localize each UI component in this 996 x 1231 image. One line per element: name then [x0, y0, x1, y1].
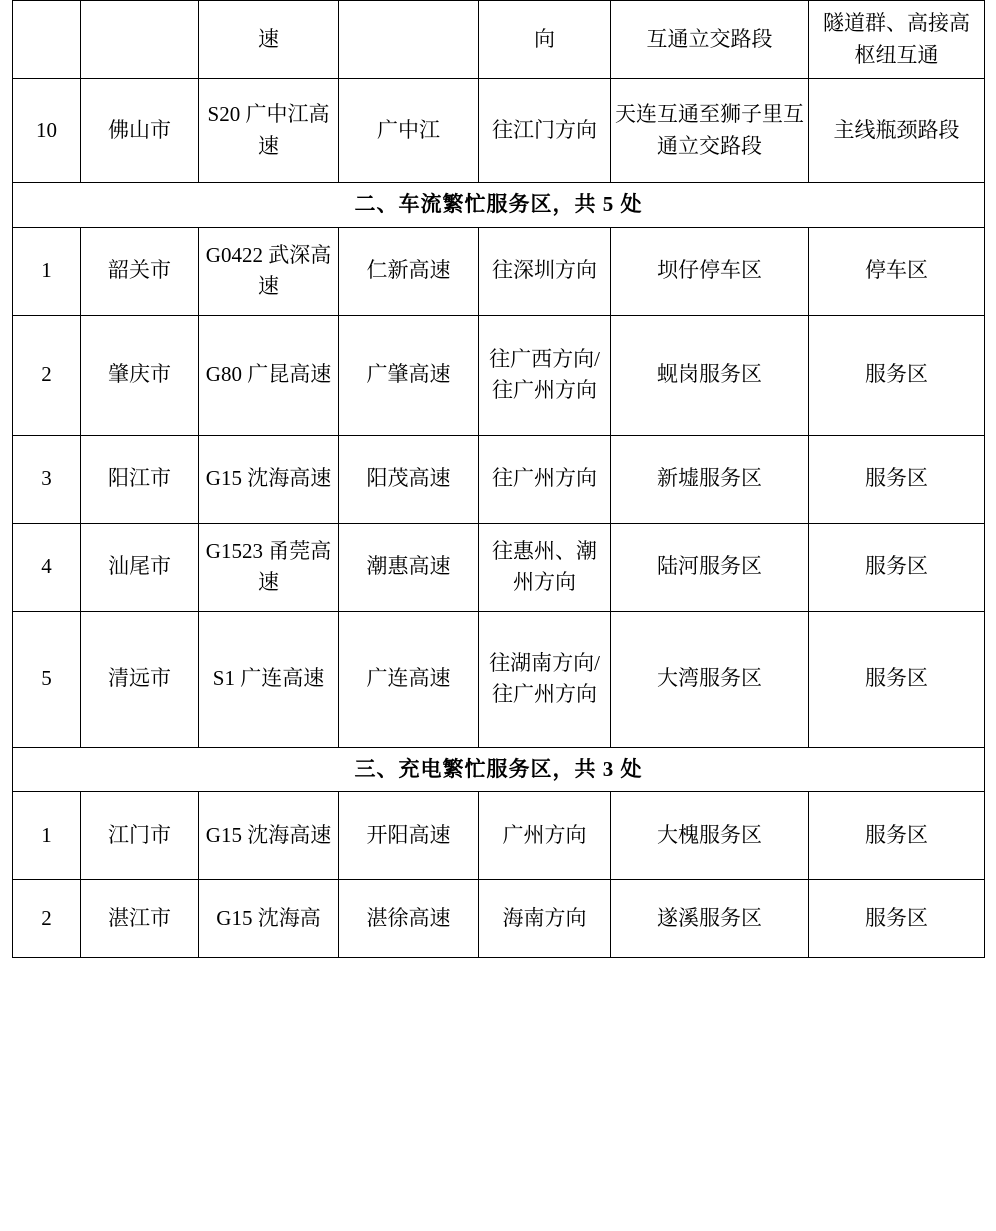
cell-no: 5: [13, 611, 81, 747]
cell-road: G1523 甬莞高速: [199, 523, 339, 611]
table-row: [13, 611, 985, 747]
table-row: [13, 792, 985, 880]
cell-road: G15 沈海高: [199, 880, 339, 958]
cell-direction: 往广西方向/往广州方向: [479, 315, 611, 435]
cell-city: [81, 1, 199, 79]
cell-direction: 往深圳方向: [479, 227, 611, 315]
cell-segment: [339, 1, 479, 79]
cell-place: 新墟服务区: [611, 435, 809, 523]
cell-road: G15 沈海高速: [199, 435, 339, 523]
cell-type: 服务区: [809, 611, 985, 747]
cell-city: 肇庆市: [81, 315, 199, 435]
cell-city: 江门市: [81, 792, 199, 880]
cell-place: 遂溪服务区: [611, 880, 809, 958]
cell-segment: 潮惠高速: [339, 523, 479, 611]
highway-congestion-table: [12, 0, 985, 958]
table-row: [13, 227, 985, 315]
cell-place: 大湾服务区: [611, 611, 809, 747]
cell-city: 湛江市: [81, 880, 199, 958]
cell-place: 蚬岗服务区: [611, 315, 809, 435]
cell-type: 服务区: [809, 315, 985, 435]
cell-place: 天连互通至狮子里互通立交路段: [611, 79, 809, 183]
cell-direction: 海南方向: [479, 880, 611, 958]
cell-road: G0422 武深高速: [199, 227, 339, 315]
cell-direction: 往江门方向: [479, 79, 611, 183]
cell-city: 韶关市: [81, 227, 199, 315]
cell-direction: 往湖南方向/往广州方向: [479, 611, 611, 747]
cell-no: 2: [13, 315, 81, 435]
cell-city: 佛山市: [81, 79, 199, 183]
cell-no: 2: [13, 880, 81, 958]
cell-road: S20 广中江高速: [199, 79, 339, 183]
section-title-busy-service-areas: 二、车流繁忙服务区，共 5 处: [13, 183, 985, 228]
table-row: [13, 435, 985, 523]
cell-no: 3: [13, 435, 81, 523]
cell-no: 1: [13, 227, 81, 315]
cell-type: 服务区: [809, 792, 985, 880]
cell-city: 阳江市: [81, 435, 199, 523]
cell-type: 停车区: [809, 227, 985, 315]
table-row: [13, 523, 985, 611]
cell-type: 服务区: [809, 435, 985, 523]
cell-road: S1 广连高速: [199, 611, 339, 747]
section-title-busy-charging-areas: 三、充电繁忙服务区，共 3 处: [13, 747, 985, 792]
cell-no: [13, 1, 81, 79]
cell-type: 服务区: [809, 880, 985, 958]
cell-segment: 广肇高速: [339, 315, 479, 435]
cell-segment: 仁新高速: [339, 227, 479, 315]
cell-road: G80 广昆高速: [199, 315, 339, 435]
cell-direction: 往广州方向: [479, 435, 611, 523]
cell-type: 服务区: [809, 523, 985, 611]
cell-segment: 湛徐高速: [339, 880, 479, 958]
cell-road: 速: [199, 1, 339, 79]
cell-city: 汕尾市: [81, 523, 199, 611]
cell-segment: 广连高速: [339, 611, 479, 747]
cell-segment: 广中江: [339, 79, 479, 183]
cell-type: 主线瓶颈路段: [809, 79, 985, 183]
cell-direction: 往惠州、潮州方向: [479, 523, 611, 611]
cell-place: 大槐服务区: [611, 792, 809, 880]
cell-no: 4: [13, 523, 81, 611]
table-row: [13, 880, 985, 958]
cell-no: 10: [13, 79, 81, 183]
cell-segment: 阳茂高速: [339, 435, 479, 523]
section-header-row: [13, 747, 985, 792]
section-header-row: [13, 183, 985, 228]
cell-road: G15 沈海高速: [199, 792, 339, 880]
table-row: [13, 315, 985, 435]
cell-place: 坝仔停车区: [611, 227, 809, 315]
table-row: [13, 1, 985, 79]
cell-direction: 向: [479, 1, 611, 79]
table-row: [13, 79, 985, 183]
cell-place: 陆河服务区: [611, 523, 809, 611]
cell-city: 清远市: [81, 611, 199, 747]
cell-segment: 开阳高速: [339, 792, 479, 880]
cell-no: 1: [13, 792, 81, 880]
cell-direction: 广州方向: [479, 792, 611, 880]
cell-type: 隧道群、高接高枢纽互通: [809, 1, 985, 79]
cell-place: 互通立交路段: [611, 1, 809, 79]
